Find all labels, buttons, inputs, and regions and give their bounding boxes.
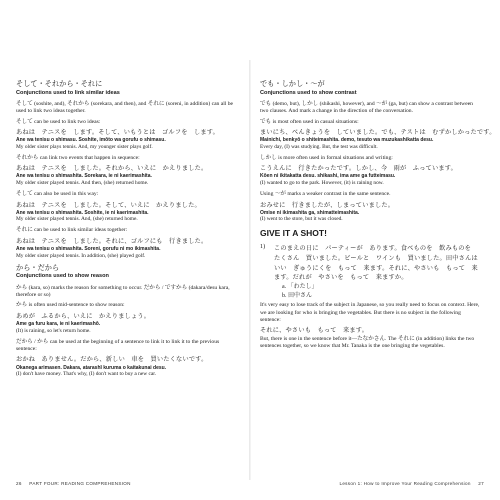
explanation-paragraph: It's very easy to lose track of the subject in Japanese, so you really need to focus on context. Here, we are looking for who is bringing the vegetables. But there is no subject in the following sentence: bbox=[260, 302, 480, 323]
example-english: Every day, (I) was studying. But, the test was difficult. bbox=[260, 143, 378, 150]
section-heading-en: Conjunctions used to show reason bbox=[16, 273, 109, 280]
example-japanese: あねは テニスを します。そして、いもうとは ゴルフを します。 bbox=[16, 129, 220, 136]
running-footer: Lesson 1: How to Improve Your Reading Comprehension bbox=[339, 481, 471, 486]
left-page bbox=[16, 78, 238, 382]
example-romaji: Omise ni ikimashita ga, shimatteimashita. bbox=[260, 209, 360, 216]
example-english: (It) is raining, so let's return home. bbox=[16, 327, 91, 334]
example-romaji: Ane wa tenisu o shimashita. Sorekara, ie ni kaerimashita. bbox=[16, 173, 152, 180]
section-heading-en: Conjunctions used to show contrast bbox=[260, 89, 357, 96]
example-japanese: まいにち、べんきょうを していました。でも、テストは むずかしかったです。 bbox=[260, 129, 496, 136]
example-english: (I) don't have money. That's why, (I) don't want to buy a new car. bbox=[16, 371, 157, 378]
example-japanese: こうえんに 行きたかったです。しかし、今 雨が ふっています。 bbox=[260, 165, 458, 173]
example-english: (I) wanted to go to the park. However, (it) is raining now. bbox=[260, 180, 384, 187]
example-lead: そして can be used to link two ideas: bbox=[16, 118, 101, 125]
example-romaji: Ane wa tenisu o shimasu. Soshite, imōto wa gorufu o shimasu. bbox=[16, 137, 166, 144]
right-footer bbox=[339, 481, 484, 486]
explanation-japanese: それに、やさいも もって 来ます。 bbox=[260, 327, 369, 335]
page-number: 26 bbox=[16, 481, 22, 486]
example-romaji: Ame ga furu kara, ie ni kaerimashō. bbox=[16, 320, 101, 327]
exercise-heading: GIVE IT A SHOT! bbox=[260, 228, 327, 239]
example-romaji: Okanega arimasen. Dakara, atarashī kuruma o kaitakunai desu. bbox=[16, 364, 167, 371]
example-lead: それから can link two events that happen in sequence: bbox=[16, 154, 140, 161]
exercise-item bbox=[260, 242, 485, 303]
example-lead: そして can also be used in this way: bbox=[16, 191, 99, 198]
example-lead: でも is most often used in casual situations: bbox=[260, 118, 359, 125]
running-footer: PART FOUR: READING COMPREHENSION bbox=[29, 481, 131, 486]
explanation-paragraph: But, there is one in the sentence before it—たなかさん. The それに (in addition) links the two sentences together, so we know that Mr. Tanaka is the one bringing the vegetables. bbox=[260, 335, 475, 349]
page-number: 27 bbox=[478, 481, 484, 486]
example-lead: Using 〜が marks a weaker contrast in the same sentence. bbox=[260, 191, 391, 198]
example-romaji: Kōen ni ikitakatta desu. shikashi, ima ame ga futteimasu. bbox=[260, 173, 396, 180]
example-japanese: あねは テニスを しました。それに、ゴルフにも 行きました。 bbox=[16, 237, 208, 245]
example-lead: から is often used mid-sentence to show reason: bbox=[16, 302, 125, 309]
example-english: My older sister played tennis. And then, (she) returned home. bbox=[16, 180, 149, 187]
example-lead: それに can be used to link similar ideas together: bbox=[16, 227, 128, 234]
page-gutter bbox=[249, 60, 251, 480]
example-english: (I) went to the store, but it was closed. bbox=[260, 216, 343, 223]
intro-paragraph: そして (soshite, and), それから (sorekara, and then), and それに (soreni, in addition) can all be used to link two ideas together. bbox=[16, 100, 234, 115]
answer-option-b: b. 田中さん bbox=[282, 293, 313, 300]
intro-paragraph: でも (demo, but), しかし (shikashi, however), and 〜が (ga, but) can show a contrast between two clauses. And mark a change in the direction of the conversation. bbox=[260, 100, 473, 115]
example-romaji: Ane wa tenisu o shimashita. Soreni, gorufu ni mo ikimashita. bbox=[16, 246, 161, 253]
example-japanese: おかね ありません。だから、新しい 車を 買いたくないです。 bbox=[16, 356, 208, 364]
exercise-text: このまえの日に パーティーが あります。食べものを 飲みものを たくさん 買いました。ビールと ワインも 買いました。田中さんは いい ぎゅうにくを もって 来ます。それに、やさいも もって 来ます。だれが やさいを もって 来ますか。 bbox=[274, 244, 485, 282]
example-romaji: Ane wa tenisu o shimashita. Soshite, ie ni kaerimashita. bbox=[16, 209, 149, 216]
exercise-number: 1) bbox=[260, 242, 266, 250]
example-japanese: あねは テニスを しました。そして、いえに かえりました。 bbox=[16, 201, 201, 209]
intro-paragraph: から (kara, so) marks the reason for something to occur. だから / ですから (dakara/desu kara, therefore or so) bbox=[16, 284, 230, 298]
example-lead: しかし is more often used in formal situations and writing: bbox=[260, 154, 393, 161]
example-lead: だから / から can be used at the beginning of a sentence to link it to link it to the previous sentence: bbox=[16, 338, 220, 353]
example-english: My older sister played tennis. And, (she) returned home. bbox=[16, 216, 138, 223]
example-japanese: おみせに 行きましたが、しまっていました。 bbox=[260, 201, 395, 209]
example-japanese: あめが ふるから、いえに かえりましょう。 bbox=[16, 312, 151, 320]
right-page bbox=[260, 78, 496, 353]
example-japanese: あねは テニスを しました。それから、いえに かえりました。 bbox=[16, 165, 208, 173]
example-english: My older sister played tennis. In addition, (she) played golf. bbox=[16, 252, 146, 259]
section-heading-en: Conjunctions used to link similar ideas bbox=[16, 89, 120, 96]
answer-option-a: a. 「わたし」 bbox=[282, 284, 318, 291]
section-heading-jp: そして・それから・それに bbox=[16, 80, 103, 88]
section-heading-jp: から・だから bbox=[16, 263, 60, 272]
section-heading-jp: でも・しかし・〜が bbox=[260, 80, 325, 88]
example-english: My older sister plays tennis. And, my younger sister plays golf. bbox=[16, 143, 153, 150]
left-footer bbox=[16, 481, 131, 486]
example-romaji: Mainichi, benkyō o shiteimashita. demo, tesuto wa muzukashikatta desu. bbox=[260, 137, 434, 144]
